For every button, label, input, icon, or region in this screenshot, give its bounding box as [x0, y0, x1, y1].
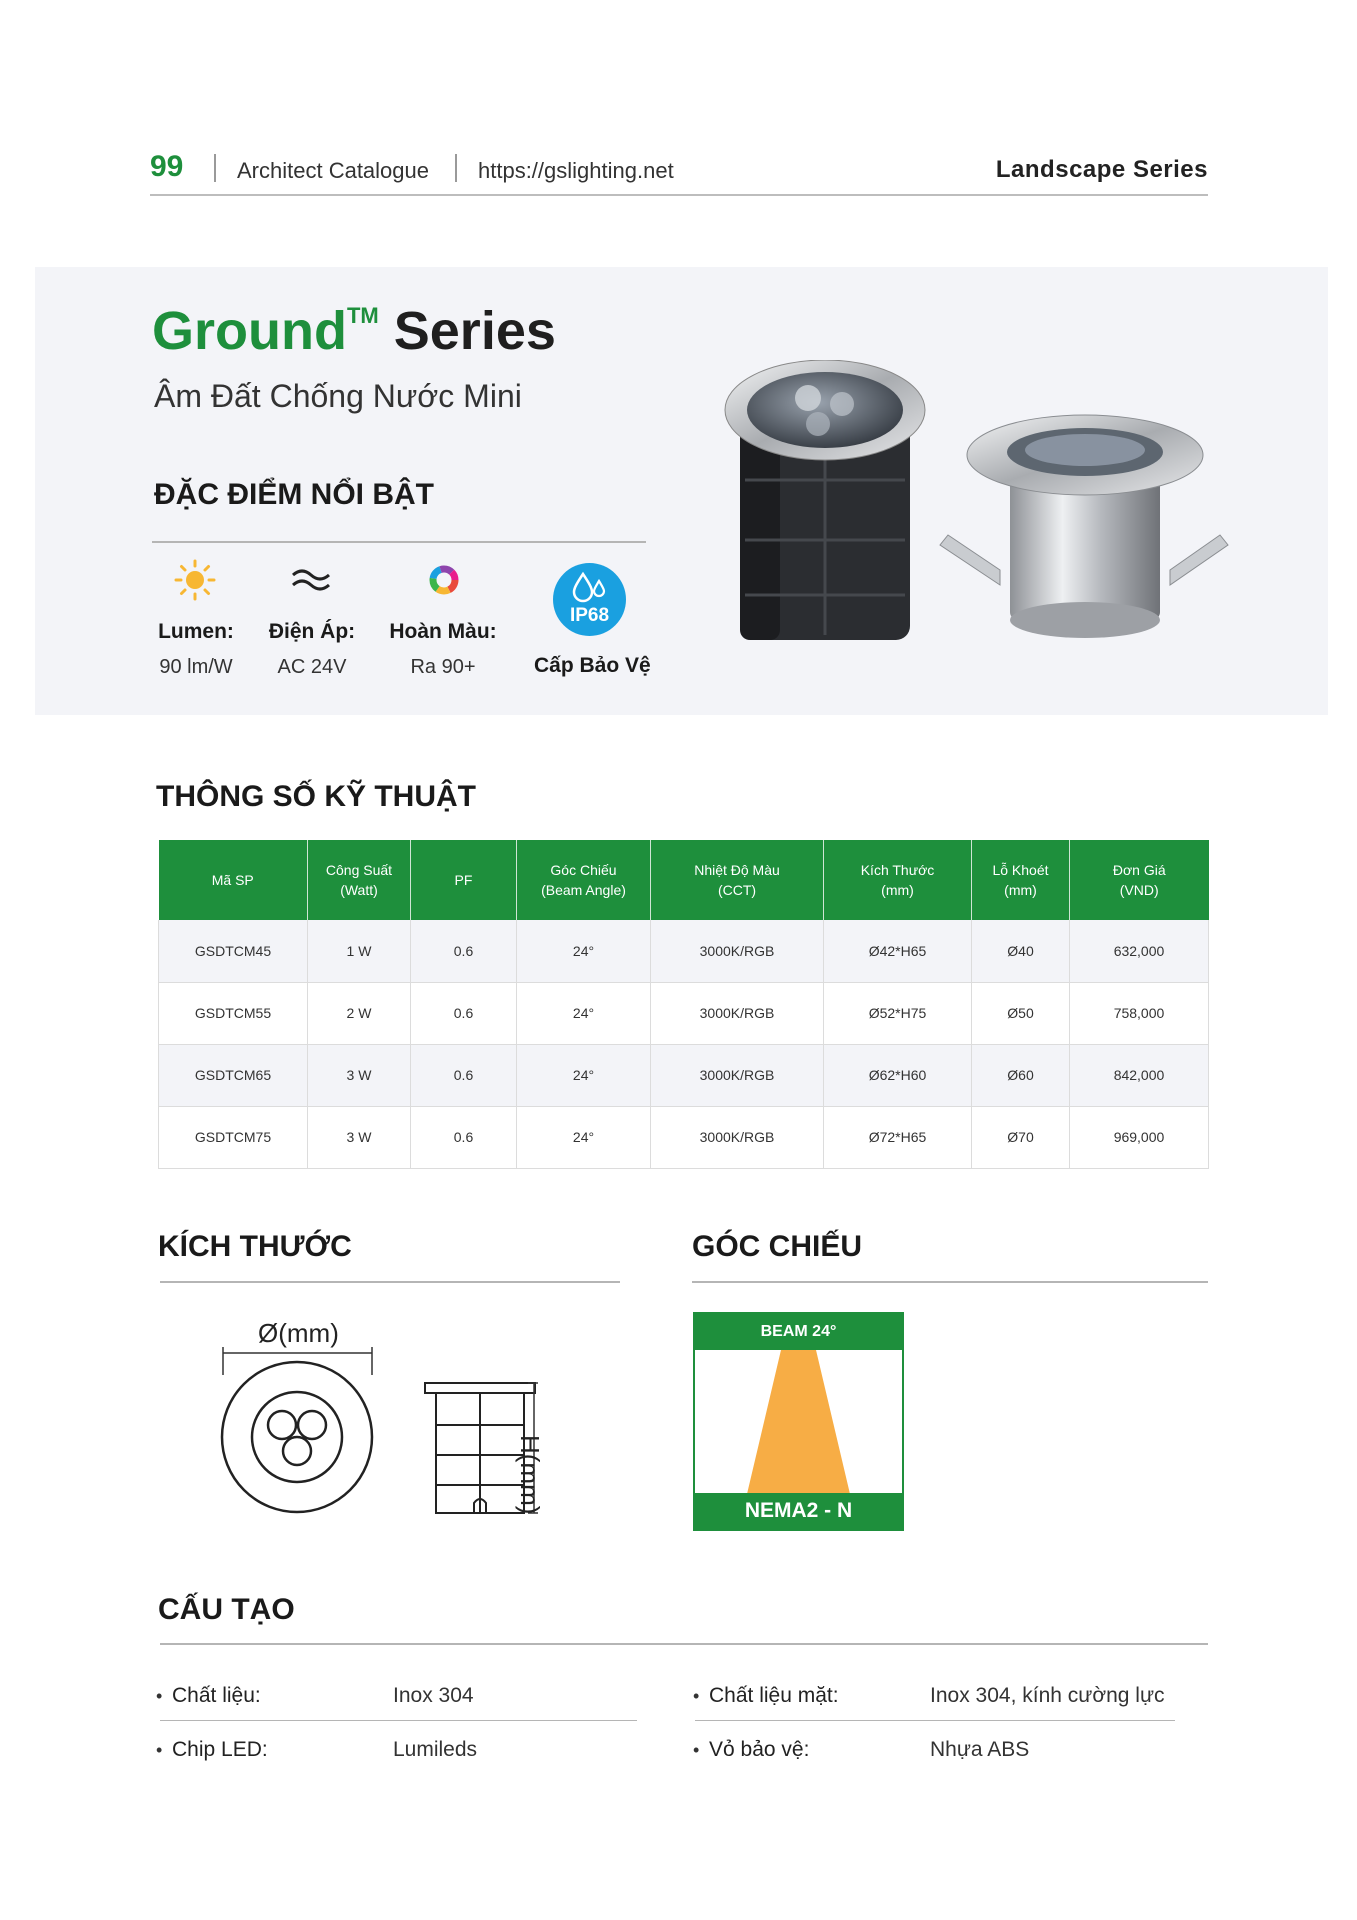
table-cell: 3000K/RGB: [651, 1106, 824, 1168]
nema-label: NEMA2 - N: [695, 1493, 902, 1529]
bullet: •: [156, 1740, 163, 1760]
product-image: [700, 360, 1230, 670]
table-cell: 3000K/RGB: [651, 982, 824, 1044]
table-cell: Ø42*H65: [824, 920, 972, 982]
column-header: Góc Chiếu (Beam Angle): [517, 840, 651, 920]
feature-voltage: Điện Áp: AC 24V: [268, 620, 356, 678]
table-cell: GSDTCM65: [159, 1044, 308, 1106]
table-cell: Ø50: [972, 982, 1070, 1044]
table-cell: Ø70: [972, 1106, 1070, 1168]
divider: [692, 1281, 1208, 1283]
table-cell: Ø40: [972, 920, 1070, 982]
column-header: Mã SP: [159, 840, 308, 920]
divider: [152, 541, 646, 543]
table-cell: 24°: [517, 982, 651, 1044]
table-cell: 24°: [517, 1106, 651, 1168]
table-cell: Ø72*H65: [824, 1106, 972, 1168]
bullet: •: [693, 1740, 700, 1760]
construction-value: Nhựa ABS: [930, 1738, 1030, 1761]
table-cell: Ø60: [972, 1044, 1070, 1106]
column-header: PF: [411, 840, 517, 920]
table-row: [159, 920, 1209, 982]
bullet: •: [693, 1686, 700, 1706]
top-view-drawing: [215, 1345, 380, 1520]
table-row: [159, 1106, 1209, 1168]
table-cell: 0.6: [411, 920, 517, 982]
features-heading: ĐẶC ĐIỂM NỔI BẬT: [154, 478, 434, 511]
table-cell: 3 W: [308, 1044, 411, 1106]
column-header: Kích Thước (mm): [824, 840, 972, 920]
column-header: Lỗ Khoét (mm): [972, 840, 1070, 920]
table-cell: 758,000: [1070, 982, 1209, 1044]
divider: [695, 1720, 1175, 1721]
sun-icon: [174, 559, 216, 601]
table-cell: GSDTCM75: [159, 1106, 308, 1168]
column-header: Công Suất (Watt): [308, 840, 411, 920]
table-cell: 0.6: [411, 1106, 517, 1168]
table-cell: 842,000: [1070, 1044, 1209, 1106]
page-number: 99: [150, 150, 184, 183]
column-header: Đơn Giá (VND): [1070, 840, 1209, 920]
construction-value: Inox 304, kính cường lực: [930, 1684, 1165, 1707]
construction-label: Chất liệu mặt:: [709, 1684, 839, 1707]
divider: [160, 1281, 620, 1283]
ip-rating-badge: IP68: [553, 563, 626, 636]
feature-lumen: Lumen: 90 lm/W: [158, 620, 234, 678]
feature-color-rendering: Hoàn Màu: Ra 90+: [389, 620, 497, 678]
dimensions-heading: KÍCH THƯỚC: [158, 1230, 352, 1263]
table-cell: 0.6: [411, 982, 517, 1044]
beam-angle-label: BEAM 24°: [695, 1314, 902, 1350]
table-cell: 2 W: [308, 982, 411, 1044]
table-cell: 0.6: [411, 1044, 517, 1106]
table-cell: GSDTCM45: [159, 920, 308, 982]
construction-label: Vỏ bảo vệ:: [709, 1738, 810, 1761]
table-cell: Ø52*H75: [824, 982, 972, 1044]
page-header: [150, 148, 1208, 196]
table-cell: Ø62*H60: [824, 1044, 972, 1106]
specs-table: [158, 840, 1209, 1169]
website-link[interactable]: https://gslighting.net: [478, 158, 674, 183]
divider: [160, 1643, 1208, 1645]
table-cell: 3 W: [308, 1106, 411, 1168]
beam-cone: [695, 1350, 902, 1494]
construction-label: Chất liệu:: [172, 1684, 261, 1707]
color-ring-icon: [427, 563, 461, 597]
product-subtitle: Âm Đất Chống Nước Mini: [154, 378, 522, 414]
bullet: •: [156, 1686, 163, 1706]
height-label: H(mm): [515, 1435, 545, 1515]
catalogue-name: Architect Catalogue: [237, 158, 429, 183]
table-header-row: [159, 840, 1209, 920]
diameter-label: Ø(mm): [258, 1318, 339, 1348]
ip-rating-label: Cấp Bảo Vệ: [534, 654, 651, 677]
table-cell: 969,000: [1070, 1106, 1209, 1168]
beam-diagram: [693, 1312, 904, 1531]
table-row: [159, 1044, 1209, 1106]
construction-value: Lumileds: [393, 1738, 478, 1761]
table-cell: 3000K/RGB: [651, 920, 824, 982]
table-cell: 24°: [517, 920, 651, 982]
product-title: Ground™ Series: [152, 301, 556, 361]
table-row: [159, 982, 1209, 1044]
header-divider: [455, 154, 457, 182]
divider: [160, 1720, 637, 1721]
series-name: Landscape Series: [995, 156, 1208, 183]
construction-heading: CẤU TẠO: [158, 1593, 295, 1626]
table-cell: 632,000: [1070, 920, 1209, 982]
table-cell: 3000K/RGB: [651, 1044, 824, 1106]
table-cell: 1 W: [308, 920, 411, 982]
header-divider: [214, 154, 216, 182]
table-cell: GSDTCM55: [159, 982, 308, 1044]
construction-label: Chip LED:: [172, 1738, 268, 1761]
ac-wave-icon: [290, 565, 332, 595]
table-cell: 24°: [517, 1044, 651, 1106]
column-header: Nhiệt Độ Màu (CCT): [651, 840, 824, 920]
beam-heading: GÓC CHIẾU: [692, 1230, 863, 1263]
construction-value: Inox 304: [393, 1684, 474, 1707]
specs-heading: THÔNG SỐ KỸ THUẬT: [156, 780, 476, 813]
water-drop-icon: [571, 571, 609, 603]
